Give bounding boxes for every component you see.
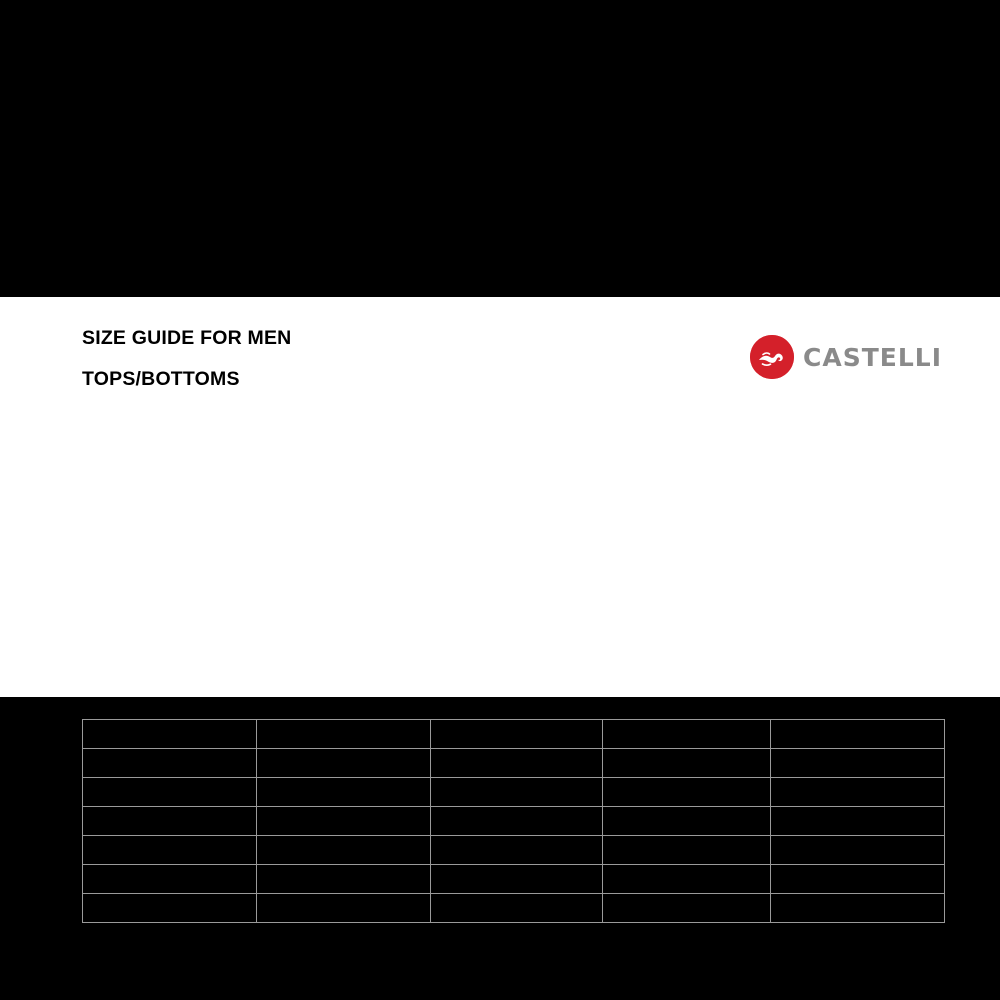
size-chart-table bbox=[82, 719, 945, 923]
cell-size: S bbox=[83, 749, 257, 778]
cell-hips: 116 bbox=[603, 894, 771, 923]
cell-hips: 97 bbox=[603, 778, 771, 807]
table-body bbox=[83, 749, 945, 923]
castelli-scorpion-icon bbox=[750, 335, 794, 379]
document-header bbox=[0, 297, 1000, 391]
cell-inseam: 85 bbox=[771, 836, 945, 865]
brand-logo bbox=[750, 335, 942, 379]
cell-hips: 101 bbox=[603, 807, 771, 836]
cell-size: 2XL bbox=[83, 865, 257, 894]
cell-hips: 111 bbox=[603, 865, 771, 894]
cell-waist: 87 bbox=[431, 807, 603, 836]
column-header-inseam: INSEAM bbox=[771, 720, 945, 749]
column-header-sizes: SIZES bbox=[83, 720, 257, 749]
table-row bbox=[83, 749, 945, 778]
brand-wordmark: CASTELLI bbox=[803, 342, 942, 372]
table-row bbox=[83, 865, 945, 894]
cell-inseam: 86 bbox=[771, 865, 945, 894]
cell-inseam: 81 bbox=[771, 749, 945, 778]
table-row bbox=[83, 807, 945, 836]
table-row bbox=[83, 778, 945, 807]
cell-inseam: 86,5 bbox=[771, 894, 945, 923]
cell-waist: 97 bbox=[431, 865, 603, 894]
page-title: SIZE GUIDE FOR MEN bbox=[82, 327, 292, 349]
column-header-hips: HIPS bbox=[603, 720, 771, 749]
cell-inseam: 83 bbox=[771, 807, 945, 836]
size-guide-sheet bbox=[0, 297, 1000, 941]
cell-chest: 91 bbox=[257, 749, 431, 778]
cell-size: L bbox=[83, 807, 257, 836]
table-row bbox=[83, 836, 945, 865]
cell-inseam: 82 bbox=[771, 778, 945, 807]
cell-chest: 95 bbox=[257, 778, 431, 807]
page-subtitle: TOPS/BOTTOMS bbox=[82, 368, 240, 390]
cell-chest: 109 bbox=[257, 865, 431, 894]
cell-waist: 77 bbox=[431, 749, 603, 778]
measurement-note: *Note all measures are in cm. bbox=[93, 924, 297, 941]
column-header-chest: CHEST bbox=[257, 720, 431, 749]
table-header-row bbox=[83, 720, 945, 749]
cell-size: 3XL bbox=[83, 894, 257, 923]
cell-hips: 93 bbox=[603, 749, 771, 778]
cell-chest: 114 bbox=[257, 894, 431, 923]
cell-waist: 83 bbox=[431, 778, 603, 807]
cell-size: XL bbox=[83, 836, 257, 865]
table-header bbox=[83, 720, 945, 749]
column-header-waist: WAIST bbox=[431, 720, 603, 749]
table-row bbox=[83, 894, 945, 923]
cell-hips: 106 bbox=[603, 836, 771, 865]
cell-waist: 102 bbox=[431, 894, 603, 923]
cell-chest: 104 bbox=[257, 836, 431, 865]
cell-waist: 92 bbox=[431, 836, 603, 865]
cell-size: M bbox=[83, 778, 257, 807]
cell-chest: 99 bbox=[257, 807, 431, 836]
